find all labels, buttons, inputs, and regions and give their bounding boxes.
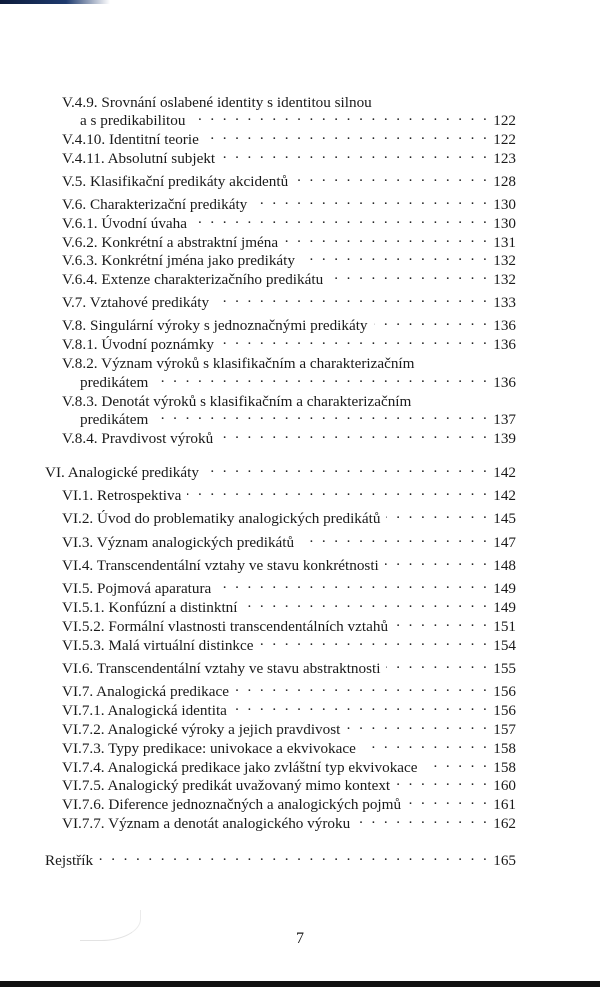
toc-entry-title: VI.7.7. Význam a denotát analogického výroku — [62, 815, 351, 832]
toc-entry-v-7[interactable] — [62, 288, 516, 311]
toc-entry-v-6-1[interactable] — [62, 209, 516, 232]
toc-entry-title: V.6.4. Extenze charakterizačního predikátu — [62, 271, 324, 288]
toc-entry-page: 132 — [493, 271, 516, 288]
toc-entry-title: VI.5.2. Formální vlastnosti transcendentálních vztahů — [62, 618, 389, 635]
dot-leader — [220, 330, 489, 349]
toc-entry-title: VI.7.2. Analogické výroky a jejich pravdivost — [62, 721, 341, 738]
toc-entry-title: V.6.1. Úvodní úvaha — [62, 215, 188, 232]
toc-entry-v-8-4[interactable] — [62, 424, 516, 447]
toc-entry-vi-7[interactable] — [62, 677, 516, 700]
toc-entry-title: V.6.3. Konkrétní jména jako predikáty — [62, 252, 295, 269]
toc-entry-vi-7-5[interactable] — [62, 771, 516, 794]
toc-entry-page: 130 — [493, 215, 516, 232]
toc-entry-title: V.7. Vztahové predikáty — [62, 294, 210, 311]
toc-entry-page: 157 — [493, 721, 516, 738]
toc-entry-v-8-3-continued[interactable] — [80, 405, 516, 428]
toc-entry-page: 158 — [493, 759, 516, 776]
dot-leader — [385, 551, 489, 570]
toc-entry-vi-4[interactable] — [62, 551, 516, 574]
dot-leader — [99, 846, 489, 865]
toc-entry-vi-2[interactable] — [62, 504, 516, 527]
toc-entry-title: V.6. Charakterizační predikáty — [62, 196, 248, 213]
toc-entry-page: 145 — [493, 510, 516, 527]
toc-entry-v-4-11[interactable] — [62, 144, 516, 167]
toc-entry-page: 139 — [493, 430, 516, 447]
toc-entry-v-4-9[interactable] — [62, 88, 516, 111]
dot-leader — [233, 696, 489, 715]
dot-leader — [356, 809, 489, 828]
toc-entry-v-8-2[interactable] — [62, 349, 516, 372]
toc-entry-page: 161 — [493, 796, 516, 813]
dot-leader — [243, 593, 489, 612]
toc-entry-vi-7-1[interactable] — [62, 696, 516, 719]
toc-entry-vi-5-1[interactable] — [62, 593, 516, 616]
dot-leader — [191, 106, 489, 125]
toc-entry-page: 131 — [493, 234, 516, 251]
dot-leader — [374, 311, 490, 330]
toc-entry-page: 155 — [493, 660, 516, 677]
toc-entry-page: 149 — [493, 580, 516, 597]
toc-entry-title: V.8.3. Denotát výroků s klasifikačním a charakterizačním — [62, 393, 412, 410]
dot-leader — [260, 631, 490, 650]
dot-leader — [407, 790, 489, 809]
dot-leader — [294, 167, 489, 186]
toc-entry-page: 136 — [493, 317, 516, 334]
toc-entry-title: VI.7.6. Diference jednoznačných a analogických pojmů — [62, 796, 402, 813]
toc-entry-page: 151 — [493, 618, 516, 635]
toc-entry-page: 142 — [493, 487, 516, 504]
toc-entry-v-6-4[interactable] — [62, 265, 516, 288]
toc-entry-title: VI.7. Analogická predikace — [62, 683, 229, 700]
dot-leader — [386, 654, 489, 673]
toc-entry-page: 162 — [493, 815, 516, 832]
dot-leader — [154, 405, 489, 424]
toc-entry-title: VI.7.4. Analogická predikace jako zvláštní typ ekvivokace — [62, 759, 418, 776]
toc-entry-title: V.8.1. Úvodní poznámky — [62, 336, 215, 353]
toc-entry-title: VI.7.5. Analogický predikát uvažovaný mimo kontext — [62, 777, 391, 794]
dot-leader — [346, 715, 489, 734]
toc-entry-v-4-9-continued[interactable] — [80, 106, 516, 129]
toc-entry-v-8[interactable] — [62, 311, 516, 334]
dot-leader — [396, 771, 489, 790]
dot-leader — [193, 209, 489, 228]
toc-entry-title: VI.7.3. Typy predikace: univokace a ekvivokace — [62, 740, 356, 757]
dot-leader — [329, 265, 489, 284]
toc-entry-page: 132 — [493, 252, 516, 269]
toc-entry-vi-5-3[interactable] — [62, 631, 516, 654]
dot-leader — [300, 528, 489, 547]
dot-leader — [215, 288, 489, 307]
dot-leader — [221, 144, 489, 163]
toc-chapter-title: VI. Analogické predikáty — [45, 464, 199, 481]
toc-entry-page: 130 — [493, 196, 516, 213]
dot-leader — [301, 246, 489, 265]
toc-entry-page: 123 — [493, 150, 516, 167]
toc-entry-vi-7-7[interactable] — [62, 809, 516, 832]
dot-leader — [386, 504, 489, 523]
toc-entry-page: 136 — [493, 336, 516, 353]
toc-entry-page: 165 — [493, 852, 516, 869]
dot-leader — [154, 368, 489, 387]
dot-leader — [362, 734, 489, 753]
dot-leader — [424, 753, 490, 772]
toc-entry-vi-7-3[interactable] — [62, 734, 516, 757]
toc-entry-v-8-2-continued[interactable] — [80, 368, 516, 391]
toc-entry-v-6-2[interactable] — [62, 228, 516, 251]
toc-entry-page: 154 — [493, 637, 516, 654]
toc-entry-vi-5-2[interactable] — [62, 612, 516, 635]
toc-entry-v-6[interactable] — [62, 190, 516, 213]
toc-entry-title: VI.5. Pojmová aparatura — [62, 580, 212, 597]
toc-entry-page: 142 — [493, 464, 516, 481]
toc-entry-page: 136 — [493, 374, 516, 391]
toc-entry-title: V.8. Singulární výroky s jednoznačnými predikáty — [62, 317, 368, 334]
toc-entry-vi-7-2[interactable] — [62, 715, 516, 738]
toc-entry-page: 149 — [493, 599, 516, 616]
toc-entry-title: V.4.10. Identitní teorie — [62, 131, 199, 148]
toc-entry-title: VI.3. Význam analogických predikátů — [62, 534, 295, 551]
toc-entry-page: 122 — [493, 112, 516, 129]
toc-entry-title: V.8.4. Pravdivost výroků — [62, 430, 214, 447]
toc-entry-title: V.5. Klasifikační predikáty akcidentů — [62, 173, 289, 190]
toc-entry-title: V.6.2. Konkrétní a abstraktní jména — [62, 234, 279, 251]
toc-entry-vi-1[interactable] — [62, 481, 516, 504]
toc-entry-title-continuation: a s predikabilitou — [80, 112, 186, 129]
toc-entry-page: 148 — [493, 557, 516, 574]
scan-edge-bottom — [0, 981, 600, 987]
toc-entry-title: VI.6. Transcendentální vztahy ve stavu abstraktnosti — [62, 660, 381, 677]
dot-leader — [187, 481, 489, 500]
toc-entry-title: VI.2. Úvod do problematiky analogických predikátů — [62, 510, 381, 527]
toc-entry-page: 133 — [493, 294, 516, 311]
toc-entry-title: VI.7.1. Analogická identita — [62, 702, 227, 719]
dot-leader — [219, 424, 489, 443]
toc-entry-vi-3[interactable] — [62, 528, 516, 551]
dot-leader — [284, 228, 489, 247]
toc-entry-vi-7-4[interactable] — [62, 753, 516, 776]
toc-entry-page: 122 — [493, 131, 516, 148]
toc-entry-v-4-10[interactable] — [62, 125, 516, 148]
toc-entry-page: 147 — [493, 534, 516, 551]
toc-entry-v-6-3[interactable] — [62, 246, 516, 269]
toc-chapter-vi[interactable] — [45, 458, 516, 481]
toc-entry-vi-6[interactable] — [62, 654, 516, 677]
toc-entry-page: 156 — [493, 683, 516, 700]
toc-entry-index[interactable] — [45, 846, 516, 869]
toc-entry-title-continuation: predikátem — [80, 374, 149, 391]
toc-entry-v-8-1[interactable] — [62, 330, 516, 353]
page-number: 7 — [296, 930, 304, 947]
scan-edge-top — [0, 0, 110, 4]
dot-leader — [394, 612, 489, 631]
dot-leader — [253, 190, 489, 209]
toc-entry-page: 156 — [493, 702, 516, 719]
toc-entry-page: 158 — [493, 740, 516, 757]
toc-entry-title: VI.4. Transcendentální vztahy ve stavu konkrétnosti — [62, 557, 379, 574]
toc-entry-title: V.4.11. Absolutní subjekt — [62, 150, 216, 167]
toc-entry-title: VI.5.3. Malá virtuální distinkce — [62, 637, 254, 654]
dot-leader — [235, 677, 489, 696]
toc-entry-title: V.4.9. Srovnání oslabené identity s identitou silnou — [62, 94, 372, 111]
toc-entry-title: V.8.2. Význam výroků s klasifikačním a charakterizačním — [62, 355, 415, 372]
dot-leader — [217, 574, 489, 593]
toc-entry-page: 160 — [493, 777, 516, 794]
toc-entry-v-5[interactable] — [62, 167, 516, 190]
dot-leader — [205, 125, 489, 144]
toc-entry-vi-5[interactable] — [62, 574, 516, 597]
toc-entry-title: VI.5.1. Konfúzní a distinktní — [62, 599, 238, 616]
toc-entry-page: 128 — [493, 173, 516, 190]
toc-entry-title-continuation: predikátem — [80, 411, 149, 428]
toc-entry-v-8-3[interactable] — [62, 387, 516, 410]
toc-chapter-title: Rejstřík — [45, 852, 94, 869]
dot-leader — [205, 458, 489, 477]
toc-entry-vi-7-6[interactable] — [62, 790, 516, 813]
toc-entry-page: 137 — [493, 411, 516, 428]
toc-entry-title: VI.1. Retrospektiva — [62, 487, 182, 504]
